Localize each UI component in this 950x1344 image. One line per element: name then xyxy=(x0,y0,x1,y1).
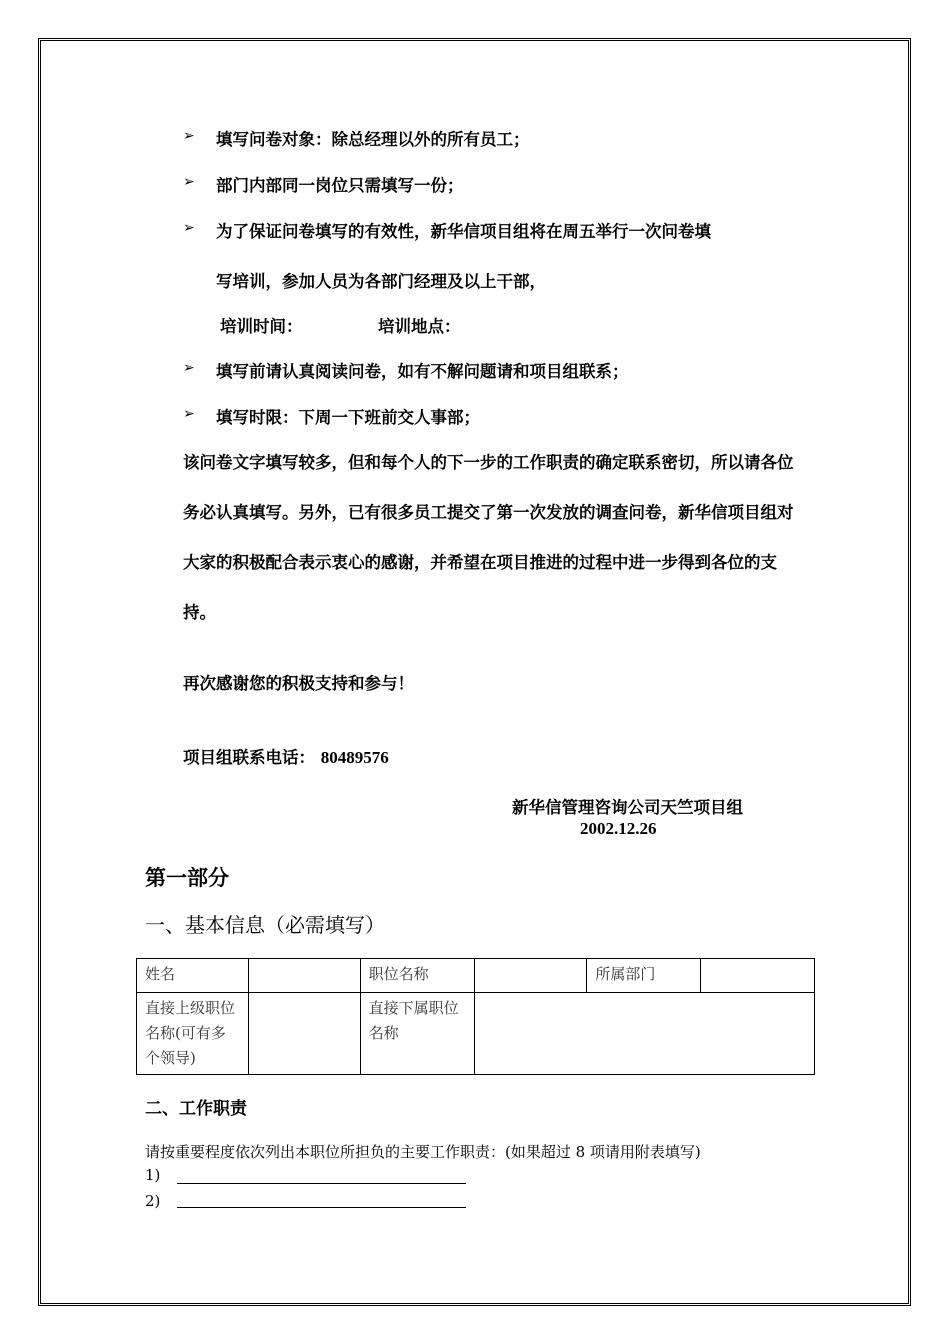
notice-paragraph: 该问卷文字填写较多，但和每个人的下一步的工作职责的确定联系密切，所以请各位务必认真填写。另外，已有很多员工提交了第一次发放的调查问卷，新华信项目组对大家的积极配合表示衷心的感谢，并希望在项目推进的过程中进一步得到各位的支持。 xyxy=(183,453,794,622)
subordinate-label-cell: 直接下属职位名称 xyxy=(360,993,474,1075)
signature-date: 2002.12.26 xyxy=(580,819,657,838)
duty-item-number: 1) xyxy=(145,1166,161,1184)
training-location-label: 培训地点： xyxy=(378,317,461,336)
name-input-cell[interactable] xyxy=(248,959,360,993)
bullet-item: 填写时限：下周一下班前交人事部； xyxy=(216,408,480,427)
bullet-arrow-icon: ➢ xyxy=(183,174,195,190)
bullet-item-continuation: 写培训，参加人员为各部门经理及以上干部， xyxy=(216,272,546,291)
contact-line xyxy=(183,744,389,768)
duty-item-2-blank[interactable] xyxy=(177,1207,466,1208)
bullet-arrow-icon: ➢ xyxy=(183,406,195,422)
subordinate-input-cell[interactable] xyxy=(474,993,815,1075)
bullet-arrow-icon: ➢ xyxy=(183,128,195,144)
bullet-item: 为了保证问卷填写的有效性，新华信项目组将在周五举行一次问卷填 xyxy=(216,222,711,241)
contact-label: 项目组联系电话： xyxy=(183,748,315,767)
duty-item-1-blank[interactable] xyxy=(177,1183,466,1184)
bullet-item: 部门内部同一岗位只需填写一份； xyxy=(216,176,464,195)
superior-label-cell: 直接上级职位名称(可有多个领导) xyxy=(137,993,249,1075)
duties-instruction: 请按重要程度依次列出本职位所担负的主要工作职责：(如果超过 8 项请用附表填写) xyxy=(145,1143,701,1161)
section-basic-info-title: 一、基本信息（必需填写） xyxy=(145,913,385,937)
duty-item-number: 2) xyxy=(145,1192,161,1210)
bullet-item: 填写问卷对象：除总经理以外的所有员工； xyxy=(216,130,530,149)
training-time-label: 培训时间： xyxy=(220,317,303,336)
part-title: 第一部分 xyxy=(145,865,229,890)
position-input-cell[interactable] xyxy=(474,959,587,993)
bullet-item: 填写前请认真阅读问卷，如有不解问题请和项目组联系； xyxy=(216,362,629,381)
department-label-cell: 所属部门 xyxy=(587,959,701,993)
position-label-cell: 职位名称 xyxy=(360,959,474,993)
signature-org: 新华信管理咨询公司天竺项目组 xyxy=(512,798,743,817)
contact-phone: 80489576 xyxy=(320,748,389,767)
thanks-text: 再次感谢您的积极支持和参与！ xyxy=(183,674,414,693)
department-input-cell[interactable] xyxy=(701,959,815,993)
bullet-arrow-icon: ➢ xyxy=(183,360,195,376)
superior-input-cell[interactable] xyxy=(248,993,360,1075)
name-label-cell: 姓名 xyxy=(137,959,249,993)
basic-info-table xyxy=(136,958,815,1075)
section-duties-title: 二、工作职责 xyxy=(145,1099,247,1119)
bullet-arrow-icon: ➢ xyxy=(183,220,195,236)
